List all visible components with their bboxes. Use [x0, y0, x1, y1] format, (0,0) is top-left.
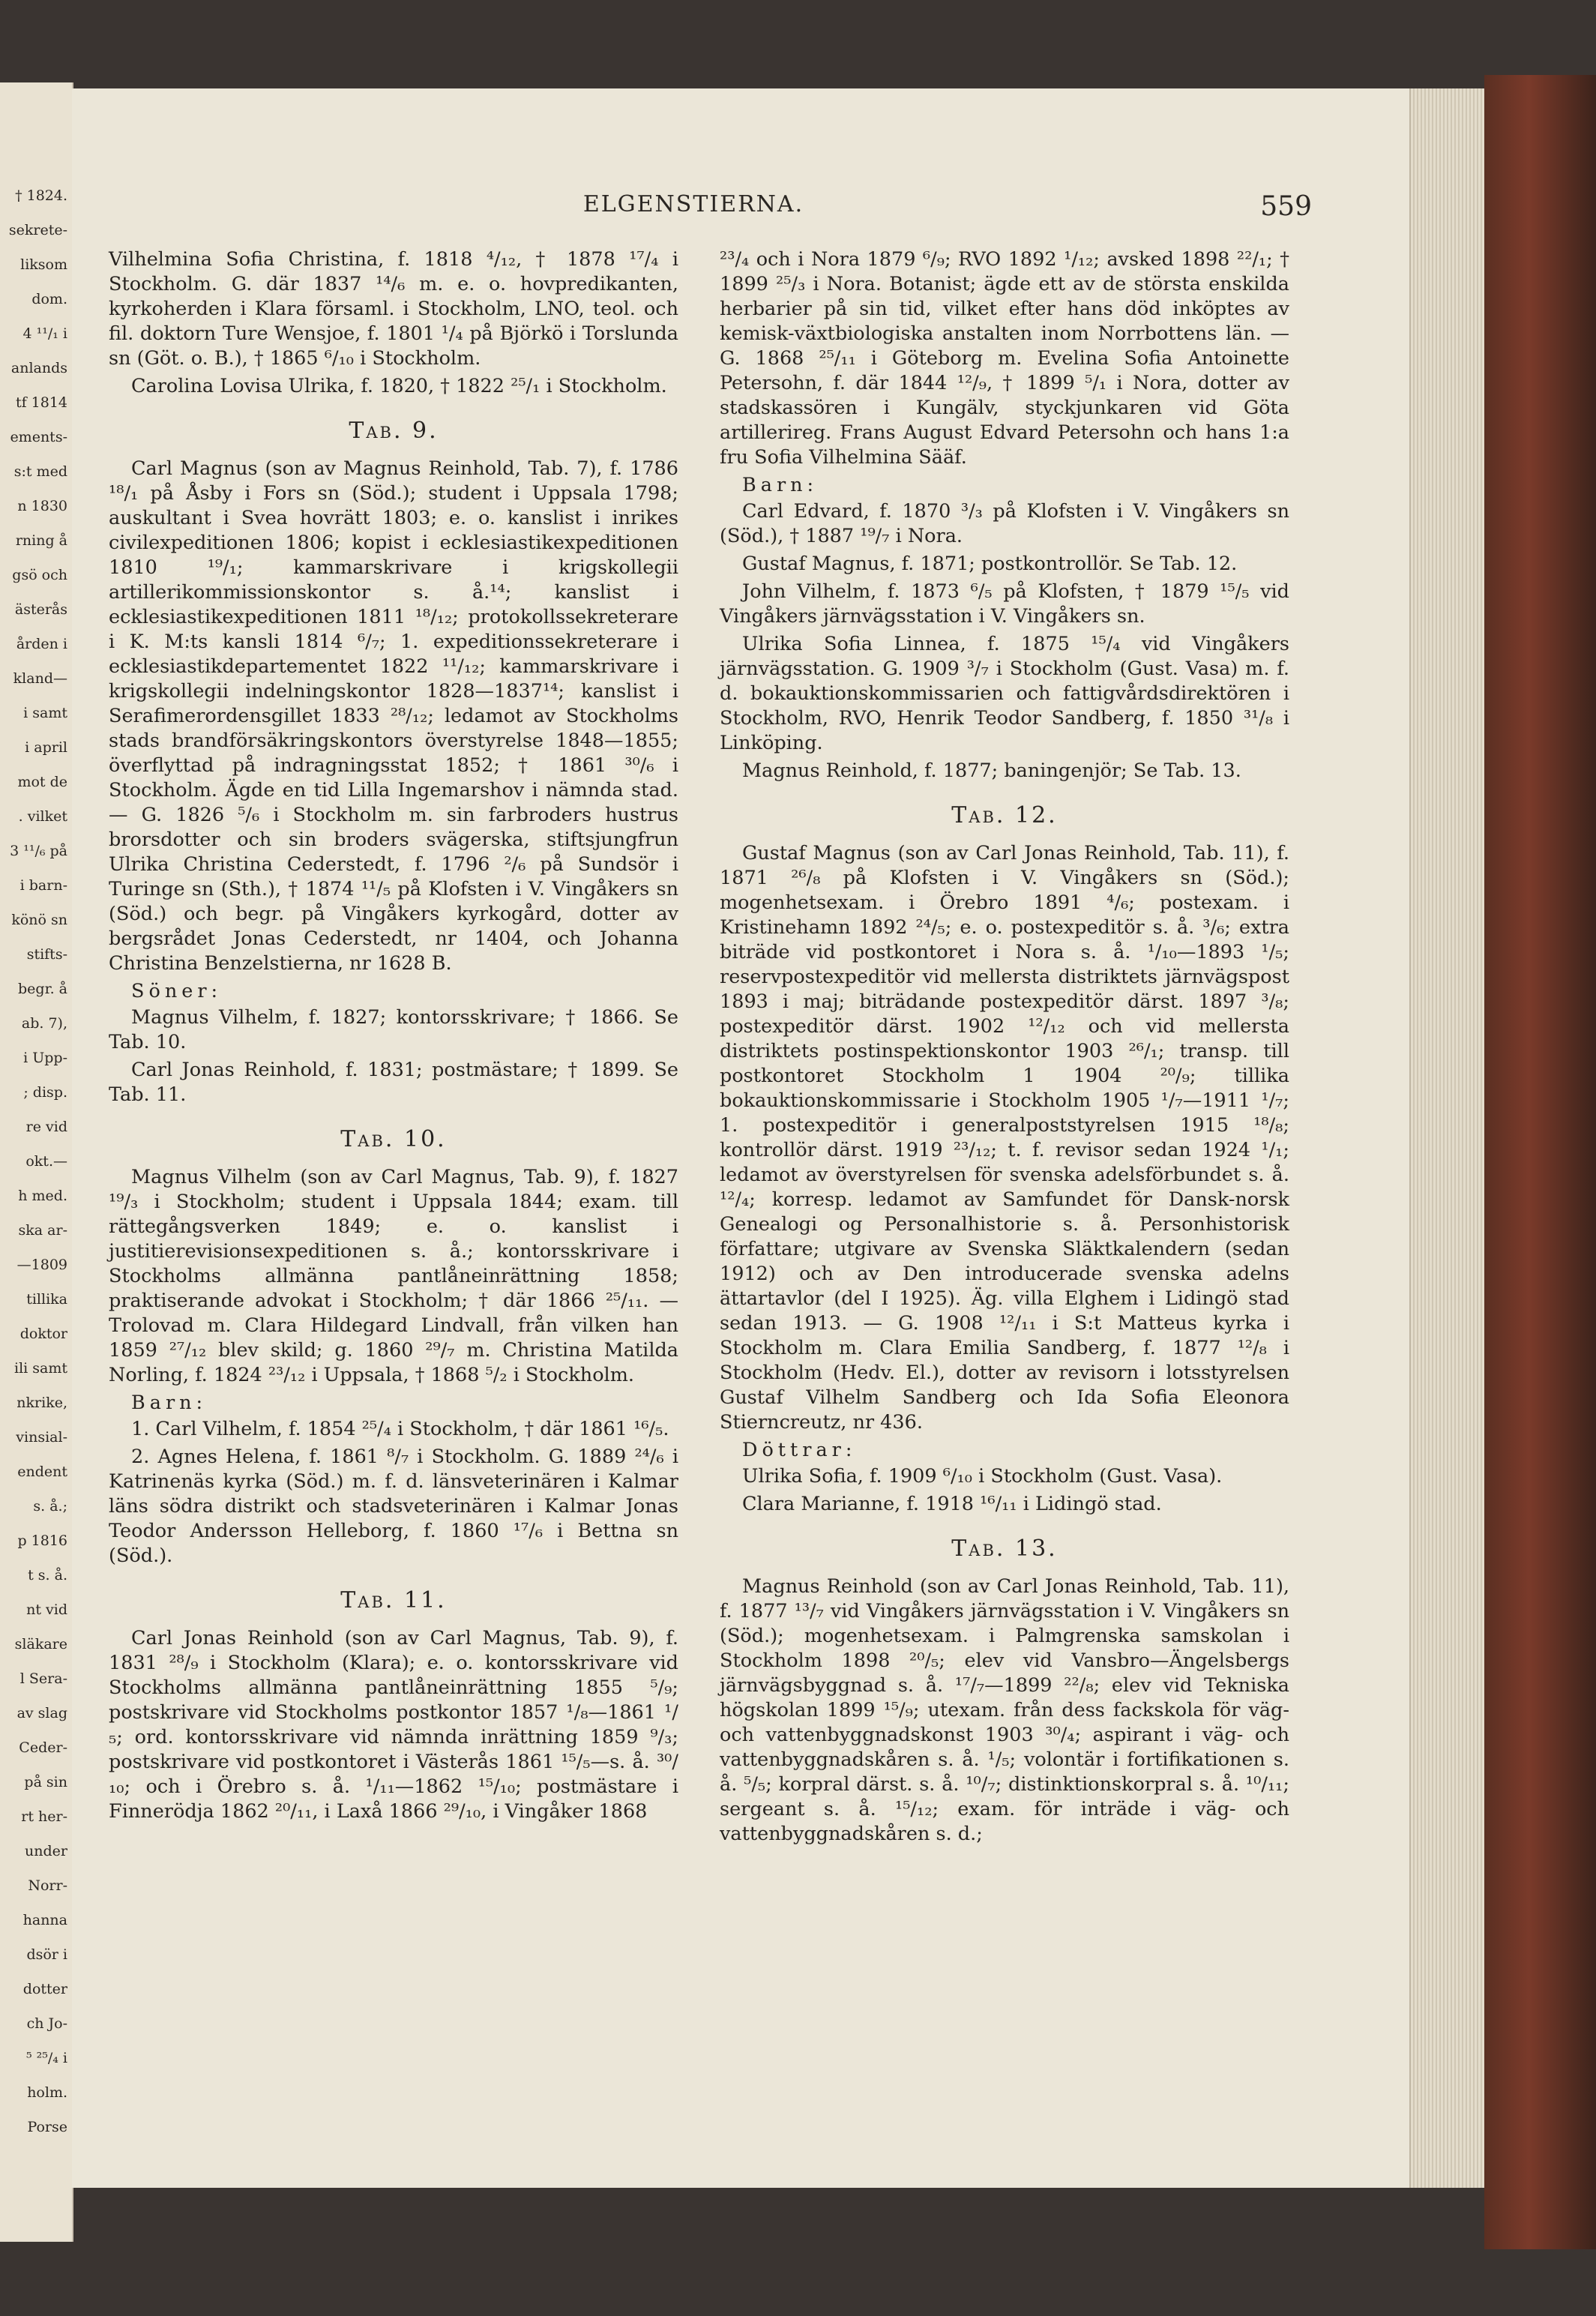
adjacent-page-fragment: könö sn [11, 912, 67, 928]
adjacent-page-fragment: Norr- [28, 1877, 67, 1894]
children-subheading: Döttrar: [742, 1439, 857, 1461]
genealogy-paragraph: Carl Edvard, f. 1870 ³/₃ på Klofsten i V. Vingåkers sn (Söd.), † 1887 ¹⁹/₇ i Nora. [720, 500, 1289, 547]
adjacent-page-fragment: tillika [26, 1291, 67, 1308]
adjacent-page-fragment: anlands [10, 360, 67, 376]
adjacent-page-fragment: n 1830 [17, 498, 67, 514]
adjacent-page-strip [0, 82, 73, 2242]
adjacent-page-fragment: ⁵ ²⁵/₄ i [25, 2050, 67, 2066]
adjacent-page-fragment: —1809 [16, 1257, 67, 1273]
adjacent-page-fragment: . vilket [18, 808, 67, 825]
genealogy-paragraph: Ulrika Sofia Linnea, f. 1875 ¹⁵/₄ vid Vingåkers järnvägsstation. G. 1909 ³/₇ i Stockholm (Gust. Vasa) m. f. d. bokauktionskommissarien och fattigvårdsdirektören i Stockholm, RVO, Henrik Teodor Sandberg, f. 1850 ³¹/₈ i Linköping. [720, 633, 1289, 754]
genealogy-paragraph: Magnus Vilhelm (son av Carl Magnus, Tab. 9), f. 1827 ¹⁹/₃ i Stockholm; student i Uppsala 1844; exam. till rättegångsverken 1849; e. o. kanslist i justitierevisionsexpeditionen s. å.; kontorsskrivare i Stockholms allmänna pantlåneinrättning 1858; praktiserande advokat i Stockholm; † där 1866 ²⁵/₁₁. — Trolovad m. Clara Hildegard Lindvall, från vilken han 1859 ²⁷/₁₂ blev skild; g. 1860 ²⁹/₇ m. Christina Matilda Norling, f. 1824 ²³/₁₂ i Uppsala, † 1868 ⁵/₂ i Stockholm. [109, 1166, 678, 1386]
adjacent-page-fragment: nkrike, [16, 1395, 67, 1411]
adjacent-page-fragment: ch Jo- [26, 2015, 67, 2032]
adjacent-page-fragment: under [25, 1843, 67, 1859]
adjacent-page-fragment: av slag [16, 1705, 67, 1721]
adjacent-page-fragment: gsö och [12, 567, 67, 583]
genealogy-paragraph: Carl Magnus (son av Magnus Reinhold, Tab. 7), f. 1786 ¹⁸/₁ på Åsby i Fors sn (Söd.); student i Uppsala 1798; auskultant i Svea hovrätt 1803; e. o. kanslist i inrikes civilexpeditionen 1806; kopist i ecklesiastikexpeditionen 1810 ¹⁹/₁; kammarskrivare i krigskollegii artillerikommissionskontor s. å.¹⁴; kanslist i ecklesiastikexpeditionen 1811 ¹⁸/₁₂; protokollssekreterare i K. M:ts kansli 1814 ⁶/₇; 1. expeditionssekreterare i ecklesiastikdepartementet 1822 ¹¹/₁₂; kammarskrivare i krigskollegii indelningskontor 1828—1837¹⁴; kanslist i Serafimerordensgillet 1833 ²⁸/₁₂; ledamot av Stockholms stads brandförsäkringskontors överstyrelse 1848—1855; överflyttad på indragningsstat 1852; † 1861 ³⁰/₆ i Stockholm. Ägde en tid Lilla Ingemarshov i nämnda stad. — G. 1826 ⁵/₆ i Stockholm m. sin farbroders hustrus brorsdotter och sin broders svägerska, stiftsjungfrun Ulrika Christina Cederstedt, f. 1796 ²/₆ på Sundsör i Turinge sn (Sth.), † 1874 ¹¹/₅ på Klofsten i V. Vingåkers sn (Söd.) och begr. på Vingåkers kyrkogård, dotter av bergsrådet Jonas Cederstedt, nr 1404, och Johanna Christina Benzelstierna, nr 1628 B. [109, 457, 678, 975]
adjacent-page-fragment: l Sera- [19, 1670, 67, 1687]
genealogy-paragraph: Ulrika Sofia, f. 1909 ⁶/₁₀ i Stockholm (Gust. Vasa). [742, 1465, 1223, 1488]
adjacent-page-fragment: ästerås [14, 601, 67, 618]
adjacent-page-fragment: s:t med [13, 463, 67, 480]
genealogy-paragraph: Magnus Reinhold (son av Carl Jonas Reinhold, Tab. 11), f. 1877 ¹³/₇ vid Vingåkers järnvägsstation i V. Vingåkers sn (Söd.); mogenhetsexam. i Palmgrenska samskolan i Stockholm 1898 ²⁰/₅; elev vid Vansbro—Ängelsbergs järnvägsbyggnad s. å. ¹⁷/₇—1899 ²²/₈; elev vid Tekniska högskolan 1899 ¹⁵/₉; utexam. från dess fackskola för väg- och vattenbyggnadskonst 1903 ³⁰/₄; aspirant i väg- och vattenbyggnadskåren s. å. ¹/₅; volontär i fortifikationen s. å. ⁵/₅; korpral därst. s. å. ¹⁰/₇; distinktionskorpral s. å. ¹⁰/₁₁; sergeant s. å. ¹⁵/₁₂; exam. för inträde i väg- och vattenbyggnadskåren s. d.; [720, 1575, 1289, 1845]
genealogy-paragraph: Carl Jonas Reinhold (son av Carl Magnus, Tab. 9), f. 1831 ²⁸/₉ i Stockholm (Klara); e. o. kontorsskrivare vid Stockholms allmänna pantlåneinrättning 1855 ⁵/₉; postskrivare vid Stockholms postkontor 1857 ¹/₈—1861 ¹/₅; ord. kontorsskrivare vid nämnda inrättning 1859 ⁹/₃; postskrivare vid postkontoret i Västerås 1861 ¹⁵/₅—s. å. ³⁰/₁₀; och i Örebro s. å. ¹/₁₁—1862 ¹⁵/₁₀; postmästare i Finnerödja 1862 ²⁰/₁₁, i Laxå 1866 ²⁹/₁₀, i Vingåker 1868 [109, 1627, 678, 1823]
children-subheading: Söner: [131, 980, 223, 1002]
adjacent-page-fragment: nt vid [26, 1601, 67, 1618]
adjacent-page-fragment: dotter [22, 1981, 67, 1997]
genealogy-paragraph: Carl Jonas Reinhold, f. 1831; postmästare; † 1899. Se Tab. 11. [109, 1059, 678, 1106]
genealogy-paragraph: Magnus Vilhelm, f. 1827; kontorsskrivare; † 1866. Se Tab. 10. [109, 1006, 678, 1053]
adjacent-page-fragment: ska ar- [18, 1222, 67, 1239]
left-text-column [109, 247, 678, 1827]
adjacent-page-fragment: Porse [27, 2119, 67, 2135]
adjacent-page-fragment: mot de [17, 774, 67, 790]
genealogy-paragraph: Vilhelmina Sofia Christina, f. 1818 ⁴/₁₂, † 1878 ¹⁷/₄ i Stockholm. G. där 1837 ¹⁴/₆ m. e. o. hovpredikanten, kyrkoherden i Klara församl. i Stockholm, LNO, teol. och fil. doktorn Ture Wensjoe, f. 1801 ¹/₄ på Björkö i Torslunda sn (Göt. o. B.), † 1865 ⁶/₁₀ i Stockholm. [109, 248, 678, 370]
adjacent-page-fragment: h med. [18, 1188, 67, 1204]
adjacent-page-fragment: liksom [20, 256, 67, 273]
children-subheading: Barn: [131, 1392, 208, 1414]
table-heading: Tab. 13. [951, 1536, 1058, 1562]
adjacent-page-fragment: stifts- [26, 946, 67, 963]
adjacent-page-fragment: i barn- [19, 877, 67, 894]
adjacent-page-fragment: vinsial- [16, 1429, 67, 1446]
adjacent-page-fragment: sekrete- [8, 222, 67, 238]
adjacent-page-fragment: 3 ¹¹/₆ på [10, 843, 67, 859]
running-head [75, 191, 1312, 221]
adjacent-page-fragment: ården i [16, 636, 67, 652]
table-heading: Tab. 9. [349, 418, 439, 444]
adjacent-page-fragment: hanna [22, 1912, 67, 1928]
adjacent-page-fragment: dom. [31, 291, 67, 307]
adjacent-page-fragment: rt her- [21, 1808, 67, 1825]
adjacent-page-fragment: ab. 7), [21, 1015, 67, 1032]
genealogy-paragraph: John Vilhelm, f. 1873 ⁶/₅ på Klofsten, † 1879 ¹⁵/₅ vid Vingåkers järnvägsstation i V. Vingåkers sn. [720, 580, 1289, 628]
adjacent-page-fragment: rning å [15, 532, 67, 549]
adjacent-page-fragment: ements- [10, 429, 67, 445]
adjacent-page-fragment: 4 ¹¹/₁ i [22, 325, 67, 342]
book-binding [1484, 75, 1596, 2249]
genealogy-paragraph: ²³/₄ och i Nora 1879 ⁶/₉; RVO 1892 ¹/₁₂; avsked 1898 ²²/₁; † 1899 ²⁵/₃ i Nora. Botanist; ägde ett av de största enskilda herbarier på sin tid, vilket efter hans död inköptes av kemisk-växtbiologiska anstalten inom Norrbottens län. — G. 1868 ²⁵/₁₁ i Göteborg m. Evelina Sofia Antoinette Petersohn, f. där 1844 ¹²/₉, † 1899 ⁵/₁ i Nora, dotter av stadskassören i Kungälv, styckjunkaren vid Göta artillerireg. Frans August Edvard Petersohn och hans 1:a fru Sofia Vilhelmina Sääf. [720, 248, 1289, 469]
adjacent-page-fragment: släkare [14, 1636, 67, 1652]
adjacent-page-fragment: doktor [19, 1326, 67, 1342]
genealogy-paragraph: Gustaf Magnus, f. 1871; postkontrollör. Se Tab. 12. [742, 553, 1238, 575]
adjacent-page-fragment: dsör i [26, 1946, 67, 1963]
genealogy-paragraph: 2. Agnes Helena, f. 1861 ⁸/₇ i Stockholm. G. 1889 ²⁴/₆ i Katrinenäs kyrka (Söd.) m. f. d. länsveterinären i Kalmar läns södra distrikt och stadsveterinären i Kalmar Jonas Teodor Andersson Helleborg, f. 1860 ¹⁷/₆ i Bettna sn (Söd.). [109, 1446, 678, 1567]
genealogy-paragraph: Carolina Lovisa Ulrika, f. 1820, † 1822 ²⁵/₁ i Stockholm. [131, 375, 667, 397]
adjacent-page-fragment: på sin [24, 1774, 67, 1790]
running-title: ELGENSTIERNA. [582, 191, 804, 217]
adjacent-page-fragment: i april [25, 739, 67, 756]
adjacent-page-fragment: tf 1814 [15, 394, 67, 411]
genealogy-paragraph: Clara Marianne, f. 1918 ¹⁶/₁₁ i Lidingö stad. [742, 1493, 1162, 1515]
adjacent-page-fragment: i Upp- [23, 1050, 67, 1066]
table-heading: Tab. 12. [951, 802, 1058, 828]
adjacent-page-fragment: re vid [25, 1119, 67, 1135]
adjacent-page-fragment: i samt [23, 705, 67, 721]
adjacent-page-fragment: kland— [13, 670, 67, 687]
adjacent-page-fragment: Ceder- [19, 1739, 67, 1756]
genealogy-paragraph: 1. Carl Vilhelm, f. 1854 ²⁵/₄ i Stockholm, † där 1861 ¹⁶/₅. [131, 1418, 669, 1440]
genealogy-paragraph: Magnus Reinhold, f. 1877; baningenjör; Se Tab. 13. [742, 760, 1241, 782]
table-heading: Tab. 10. [340, 1126, 447, 1152]
adjacent-page-fragment: holm. [27, 2084, 67, 2101]
children-subheading: Barn: [742, 474, 819, 496]
genealogy-paragraph: Gustaf Magnus (son av Carl Jonas Reinhold, Tab. 11), f. 1871 ²⁶/₈ på Klofsten i V. Vingåkers sn (Söd.); mogenhetsexam. i Örebro 1891 ⁴/₆; postexam. i Kristinehamn 1892 ²⁴/₅; e. o. postexpeditör s. å. ³/₆; extra biträde vid postkontoret i Nora s. å. ¹/₁₀—1893 ¹/₅; reservpostexpeditör vid mellersta distriktets järnvägspost 1893 i maj; biträdande postexpeditör därst. 1897 ³/₈; postexpeditör därst. 1902 ¹²/₁₂ och vid mellersta distriktets postinspektionskontor 1903 ²⁶/₁; transp. till postkontoret Stockholm 1 1904 ²⁰/₉; tillika bokauktionskommissarie i Stockholm 1905 ¹/₇—1911 ¹/₇; 1. postexpeditör i generalpoststyrelsen 1915 ¹⁸/₈; kontrollör därst. 1919 ²³/₁₂; t. f. revisor sedan 1924 ¹/₁; ledamot av överstyrelsen för svenska adelsförbundet s. å. ¹²/₄; korresp. ledamot av Samfundet för Dansk-norsk Genealogi og Personalhistorie s. å. Personhistorisk författare; utgivare av Svenska Släktkalendern (sedan 1912) och av Den introducerade svenska adelns ättartavlor (del I 1925). Äg. villa Elghem i Lidingö stad sedan 1913. — G. 1908 ¹²/₁₁ i S:t Matteus kyrka i Stockholm m. Clara Emilia Sandberg, f. 1877 ¹²/₈ i Stockholm (Hedv. El.), dotter av revisorn i lotsstyrelsen Gustaf Vilhelm Sandberg och Ida Sofia Eleonora Stierncreutz, nr 436. [720, 842, 1289, 1434]
adjacent-page-fragment: ; disp. [23, 1084, 67, 1101]
table-heading: Tab. 11. [340, 1587, 447, 1613]
adjacent-page-fragment: okt.— [25, 1153, 67, 1170]
adjacent-page-fragment: † 1824. [15, 187, 67, 204]
adjacent-page-fragment: ili samt [14, 1360, 67, 1377]
right-text-column [720, 247, 1289, 1850]
adjacent-page-fragment: p 1816 [17, 1533, 67, 1549]
adjacent-page-fragment: t s. å. [28, 1567, 67, 1583]
adjacent-page-fragment: begr. å [18, 981, 67, 997]
adjacent-page-fragment: s. å.; [33, 1498, 67, 1515]
adjacent-page-fragment: endent [17, 1464, 67, 1480]
page-number: 559 [1260, 191, 1312, 222]
page-edges [1409, 88, 1486, 2188]
